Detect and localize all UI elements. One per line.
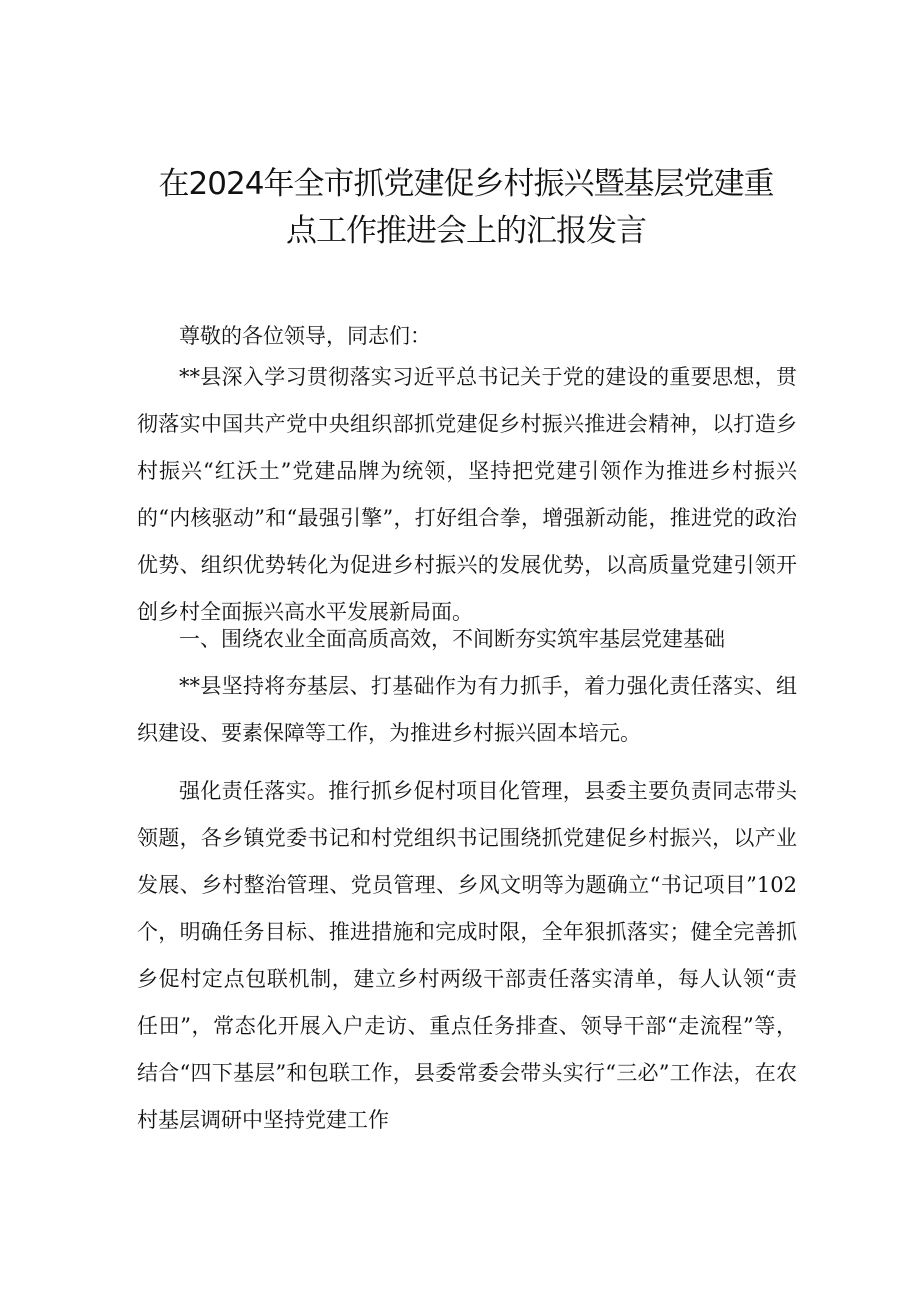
document-title [136,161,796,255]
greeting: 尊敬的各位领导，同志们： [179,324,431,348]
paragraph-intro: **县深入学习贯彻落实习近平总书记关于党的建设的重要思想，贯彻落实中国共产党中央组织部抓党建促乡村振兴推进会精神，以打造乡村振兴“红沃土”党建品牌为统领，坚持把党建引领作为推进乡村振兴的“内核驱动”和“最强引擎”，打好组合拳，增强新动能，推进党的政治优势、组织优势转化为促进乡村振兴的发展优势，以高质量党建引领开创乡村全面振兴高水平发展新局面。 [137,365,797,624]
section-heading-1: 一、围绕农业全面高质高效，不间断夯实筑牢基层党建基础 [179,627,725,651]
paragraph-responsibility: 强化责任落实。推行抓乡促村项目化管理，县委主要负责同志带头领题，各乡镇党委书记和村党组织书记围绕抓党建促乡村振兴，以产业发展、乡村整治管理、党员管理、乡风文明等为题确立“书记项目”102个，明确任务目标、推进措施和完成时限，全年狠抓落实；健全完善抓乡促村定点包联机制，建立乡村两级干部责任落实清单，每人认领“责任田”，常态化开展入户走访、重点任务排查、领导干部“走流程”等，结合“四下基层”和包联工作，县委常委会带头实行“三必”工作法，在农村基层调研中坚持党建工作 [137,779,797,1132]
paragraph-section1-intro: **县坚持将夯基层、打基础作为有力抓手，着力强化责任落实、组织建设、要素保障等工作，为推进乡村振兴固本培元。 [137,674,797,745]
title-line-2: 点工作推进会上的汇报发言 [286,213,646,249]
title-line-1: 在2024年全市抓党建促乡村振兴暨基层党建重 [158,166,774,202]
